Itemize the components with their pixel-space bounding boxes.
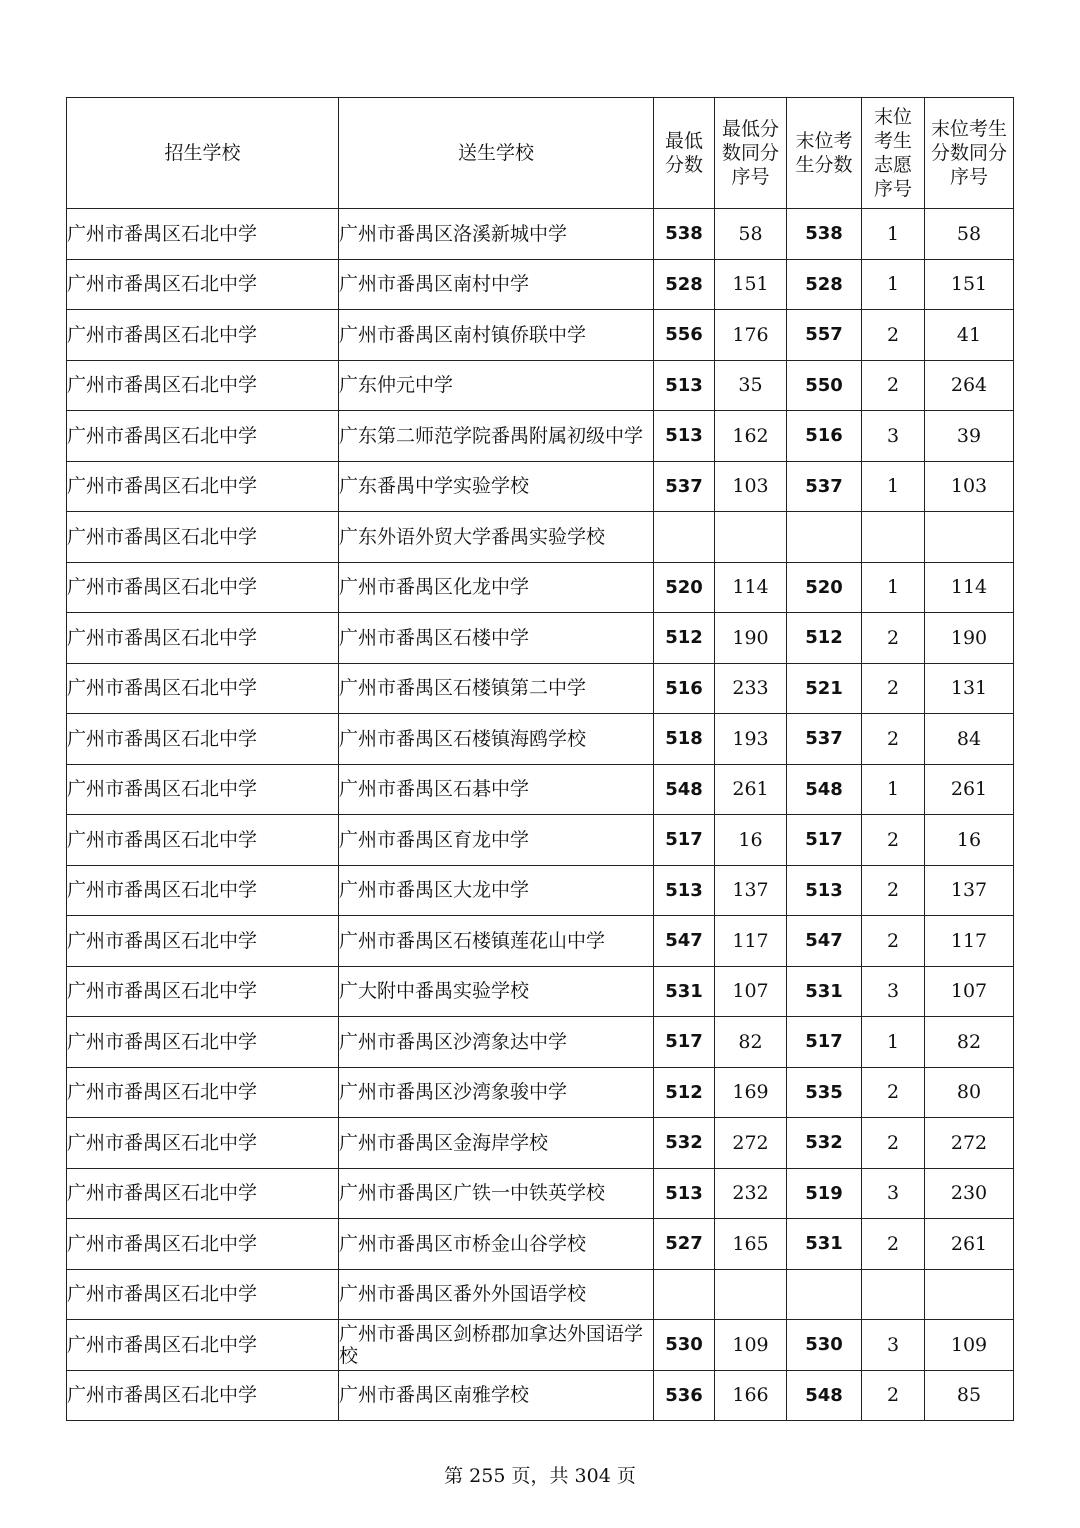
last-score-rank-cell: 109	[925, 1320, 1014, 1371]
send-school-cell: 广州市番禺区沙湾象达中学	[339, 1017, 654, 1068]
table-row	[67, 1269, 1014, 1320]
min-score-rank-cell: 176	[715, 310, 787, 361]
min-score-rank-cell: 162	[715, 411, 787, 462]
send-school-cell: 广州市番禺区石楼镇海鸥学校	[339, 714, 654, 765]
send-school-cell: 广州市番禺区洛溪新城中学	[339, 209, 654, 260]
send-school-cell: 广东番禺中学实验学校	[339, 461, 654, 512]
send-school-cell: 广州市番禺区番外外国语学校	[339, 1269, 654, 1320]
last-score-rank-cell: 39	[925, 411, 1014, 462]
enroll-school-cell: 广州市番禺区石北中学	[67, 411, 339, 462]
last-score-rank-cell: 103	[925, 461, 1014, 512]
min-score-cell: 517	[654, 1017, 715, 1068]
table-row	[67, 1067, 1014, 1118]
last-score-cell: 516	[787, 411, 862, 462]
enroll-school-cell: 广州市番禺区石北中学	[67, 764, 339, 815]
page-footer: 第 255 页，共 304 页	[444, 1465, 636, 1487]
last-score-rank-cell: 272	[925, 1118, 1014, 1169]
min-score-cell: 537	[654, 461, 715, 512]
send-school-cell: 广大附中番禺实验学校	[339, 966, 654, 1017]
min-score-cell: 513	[654, 360, 715, 411]
last-score-cell: 528	[787, 259, 862, 310]
last-score-rank-cell	[925, 1269, 1014, 1320]
table-row	[67, 562, 1014, 613]
last-score-rank-cell: 16	[925, 815, 1014, 866]
table-row	[67, 360, 1014, 411]
table-row	[67, 1219, 1014, 1270]
last-score-cell	[787, 1269, 862, 1320]
table-row	[67, 815, 1014, 866]
header-row	[67, 98, 1014, 209]
send-school-cell: 广东外语外贸大学番禺实验学校	[339, 512, 654, 563]
min-score-rank-cell: 190	[715, 613, 787, 664]
table-row	[67, 1168, 1014, 1219]
last-score-cell: 520	[787, 562, 862, 613]
last-choice-cell: 2	[862, 865, 925, 916]
enroll-school-cell: 广州市番禺区石北中学	[67, 259, 339, 310]
enroll-school-cell: 广州市番禺区石北中学	[67, 512, 339, 563]
send-school-cell: 广州市番禺区石楼镇莲花山中学	[339, 916, 654, 967]
send-school-cell: 广州市番禺区化龙中学	[339, 562, 654, 613]
min-score-rank-cell: 137	[715, 865, 787, 916]
min-score-rank-cell: 166	[715, 1370, 787, 1421]
last-score-rank-cell	[925, 512, 1014, 563]
min-score-cell: 513	[654, 411, 715, 462]
min-score-rank-cell: 35	[715, 360, 787, 411]
enroll-school-cell: 广州市番禺区石北中学	[67, 1118, 339, 1169]
last-score-rank-cell: 82	[925, 1017, 1014, 1068]
last-score-rank-cell: 114	[925, 562, 1014, 613]
table-row	[67, 1370, 1014, 1421]
last-score-rank-cell: 85	[925, 1370, 1014, 1421]
last-score-rank-cell: 261	[925, 1219, 1014, 1270]
last-score-cell: 547	[787, 916, 862, 967]
last-choice-cell: 3	[862, 1168, 925, 1219]
min-score-rank-cell: 114	[715, 562, 787, 613]
table-row	[67, 966, 1014, 1017]
min-score-rank-cell: 103	[715, 461, 787, 512]
send-school-cell: 广州市番禺区市桥金山谷学校	[339, 1219, 654, 1270]
min-score-rank-cell: 232	[715, 1168, 787, 1219]
min-score-rank-cell: 165	[715, 1219, 787, 1270]
min-score-rank-cell: 261	[715, 764, 787, 815]
min-score-cell: 512	[654, 1067, 715, 1118]
last-choice-cell: 2	[862, 815, 925, 866]
table-row	[67, 461, 1014, 512]
send-school-cell: 广东仲元中学	[339, 360, 654, 411]
min-score-cell	[654, 512, 715, 563]
last-choice-cell: 3	[862, 966, 925, 1017]
table-row	[67, 259, 1014, 310]
send-school-cell: 广州市番禺区剑桥郡加拿达外国语学校	[339, 1320, 654, 1371]
min-score-rank-cell: 109	[715, 1320, 787, 1371]
min-score-rank-cell: 233	[715, 663, 787, 714]
min-score-cell: 531	[654, 966, 715, 1017]
min-score-cell: 520	[654, 562, 715, 613]
min-score-rank-cell	[715, 1269, 787, 1320]
min-score-cell: 538	[654, 209, 715, 260]
send-school-cell: 广东第二师范学院番禺附属初级中学	[339, 411, 654, 462]
table-row	[67, 310, 1014, 361]
last-score-cell: 538	[787, 209, 862, 260]
enroll-school-cell: 广州市番禺区石北中学	[67, 613, 339, 664]
min-score-cell: 518	[654, 714, 715, 765]
last-score-rank-cell: 151	[925, 259, 1014, 310]
enroll-school-cell: 广州市番禺区石北中学	[67, 1168, 339, 1219]
last-score-cell: 537	[787, 714, 862, 765]
last-choice-cell: 2	[862, 663, 925, 714]
last-choice-cell: 1	[862, 461, 925, 512]
header-min-score: 最低分数	[654, 98, 715, 209]
table-row	[67, 411, 1014, 462]
last-choice-cell: 1	[862, 259, 925, 310]
min-score-rank-cell: 82	[715, 1017, 787, 1068]
last-score-cell: 532	[787, 1118, 862, 1169]
table-row	[67, 764, 1014, 815]
enroll-school-cell: 广州市番禺区石北中学	[67, 360, 339, 411]
min-score-cell: 513	[654, 865, 715, 916]
last-score-cell: 537	[787, 461, 862, 512]
min-score-rank-cell: 193	[715, 714, 787, 765]
last-score-rank-cell: 80	[925, 1067, 1014, 1118]
table-row	[67, 512, 1014, 563]
last-score-cell: 530	[787, 1320, 862, 1371]
table-row	[67, 1320, 1014, 1371]
last-score-rank-cell: 84	[925, 714, 1014, 765]
table-row	[67, 865, 1014, 916]
min-score-rank-cell: 16	[715, 815, 787, 866]
last-choice-cell: 2	[862, 1067, 925, 1118]
min-score-cell: 532	[654, 1118, 715, 1169]
enroll-school-cell: 广州市番禺区石北中学	[67, 865, 339, 916]
table-row	[67, 663, 1014, 714]
last-score-cell: 531	[787, 1219, 862, 1270]
last-score-cell: 550	[787, 360, 862, 411]
min-score-cell	[654, 1269, 715, 1320]
header-last-score: 末位考生分数	[787, 98, 862, 209]
enroll-school-cell: 广州市番禺区石北中学	[67, 966, 339, 1017]
last-choice-cell	[862, 1269, 925, 1320]
enroll-school-cell: 广州市番禺区石北中学	[67, 916, 339, 967]
last-score-rank-cell: 131	[925, 663, 1014, 714]
last-score-rank-cell: 261	[925, 764, 1014, 815]
table-row	[67, 209, 1014, 260]
send-school-cell: 广州市番禺区沙湾象骏中学	[339, 1067, 654, 1118]
admission-score-table	[66, 97, 1014, 1421]
last-score-cell: 517	[787, 815, 862, 866]
min-score-cell: 513	[654, 1168, 715, 1219]
send-school-cell: 广州市番禺区石楼镇第二中学	[339, 663, 654, 714]
min-score-rank-cell	[715, 512, 787, 563]
last-choice-cell: 3	[862, 411, 925, 462]
last-choice-cell: 2	[862, 310, 925, 361]
header-last-score-rank: 末位考生分数同分序号	[925, 98, 1014, 209]
last-score-rank-cell: 117	[925, 916, 1014, 967]
last-choice-cell: 1	[862, 1017, 925, 1068]
table-row	[67, 916, 1014, 967]
enroll-school-cell: 广州市番禺区石北中学	[67, 310, 339, 361]
min-score-cell: 556	[654, 310, 715, 361]
last-score-cell: 517	[787, 1017, 862, 1068]
last-choice-cell: 3	[862, 1320, 925, 1371]
enroll-school-cell: 广州市番禺区石北中学	[67, 209, 339, 260]
last-score-rank-cell: 41	[925, 310, 1014, 361]
enroll-school-cell: 广州市番禺区石北中学	[67, 714, 339, 765]
last-choice-cell: 2	[862, 1118, 925, 1169]
min-score-cell: 516	[654, 663, 715, 714]
last-score-cell: 531	[787, 966, 862, 1017]
last-choice-cell: 2	[862, 916, 925, 967]
min-score-cell: 536	[654, 1370, 715, 1421]
min-score-cell: 547	[654, 916, 715, 967]
min-score-rank-cell: 58	[715, 209, 787, 260]
last-score-cell: 521	[787, 663, 862, 714]
send-school-cell: 广州市番禺区大龙中学	[339, 865, 654, 916]
min-score-rank-cell: 107	[715, 966, 787, 1017]
last-choice-cell: 2	[862, 1219, 925, 1270]
table-row	[67, 1017, 1014, 1068]
last-score-rank-cell: 137	[925, 865, 1014, 916]
last-choice-cell: 2	[862, 613, 925, 664]
send-school-cell: 广州市番禺区南雅学校	[339, 1370, 654, 1421]
enroll-school-cell: 广州市番禺区石北中学	[67, 1017, 339, 1068]
last-choice-cell	[862, 512, 925, 563]
send-school-cell: 广州市番禺区金海岸学校	[339, 1118, 654, 1169]
enroll-school-cell: 广州市番禺区石北中学	[67, 1320, 339, 1371]
last-score-cell	[787, 512, 862, 563]
min-score-rank-cell: 117	[715, 916, 787, 967]
min-score-cell: 517	[654, 815, 715, 866]
last-score-rank-cell: 58	[925, 209, 1014, 260]
min-score-cell: 530	[654, 1320, 715, 1371]
min-score-cell: 512	[654, 613, 715, 664]
last-choice-cell: 1	[862, 562, 925, 613]
last-score-cell: 535	[787, 1067, 862, 1118]
last-choice-cell: 2	[862, 714, 925, 765]
enroll-school-cell: 广州市番禺区石北中学	[67, 663, 339, 714]
enroll-school-cell: 广州市番禺区石北中学	[67, 1269, 339, 1320]
last-score-cell: 548	[787, 1370, 862, 1421]
last-choice-cell: 1	[862, 209, 925, 260]
enroll-school-cell: 广州市番禺区石北中学	[67, 461, 339, 512]
header-last-choice: 末位考生志愿序号	[862, 98, 925, 209]
table-body	[67, 209, 1014, 1421]
last-score-cell: 548	[787, 764, 862, 815]
min-score-rank-cell: 151	[715, 259, 787, 310]
send-school-cell: 广州市番禺区南村镇侨联中学	[339, 310, 654, 361]
send-school-cell: 广州市番禺区南村中学	[339, 259, 654, 310]
last-choice-cell: 2	[862, 1370, 925, 1421]
min-score-cell: 548	[654, 764, 715, 815]
last-score-cell: 519	[787, 1168, 862, 1219]
header-enroll-school: 招生学校	[67, 98, 339, 209]
send-school-cell: 广州市番禺区育龙中学	[339, 815, 654, 866]
table-row	[67, 613, 1014, 664]
min-score-rank-cell: 272	[715, 1118, 787, 1169]
enroll-school-cell: 广州市番禺区石北中学	[67, 1067, 339, 1118]
last-score-rank-cell: 107	[925, 966, 1014, 1017]
min-score-rank-cell: 169	[715, 1067, 787, 1118]
header-min-score-rank: 最低分数同分序号	[715, 98, 787, 209]
last-score-rank-cell: 190	[925, 613, 1014, 664]
min-score-cell: 527	[654, 1219, 715, 1270]
last-score-cell: 557	[787, 310, 862, 361]
enroll-school-cell: 广州市番禺区石北中学	[67, 815, 339, 866]
enroll-school-cell: 广州市番禺区石北中学	[67, 1219, 339, 1270]
send-school-cell: 广州市番禺区石碁中学	[339, 764, 654, 815]
last-choice-cell: 2	[862, 360, 925, 411]
min-score-cell: 528	[654, 259, 715, 310]
header-send-school: 送生学校	[339, 98, 654, 209]
enroll-school-cell: 广州市番禺区石北中学	[67, 1370, 339, 1421]
last-score-cell: 513	[787, 865, 862, 916]
last-score-rank-cell: 230	[925, 1168, 1014, 1219]
last-choice-cell: 1	[862, 764, 925, 815]
table-row	[67, 1118, 1014, 1169]
table-row	[67, 714, 1014, 765]
send-school-cell: 广州市番禺区石楼中学	[339, 613, 654, 664]
last-score-rank-cell: 264	[925, 360, 1014, 411]
enroll-school-cell: 广州市番禺区石北中学	[67, 562, 339, 613]
last-score-cell: 512	[787, 613, 862, 664]
send-school-cell: 广州市番禺区广铁一中铁英学校	[339, 1168, 654, 1219]
